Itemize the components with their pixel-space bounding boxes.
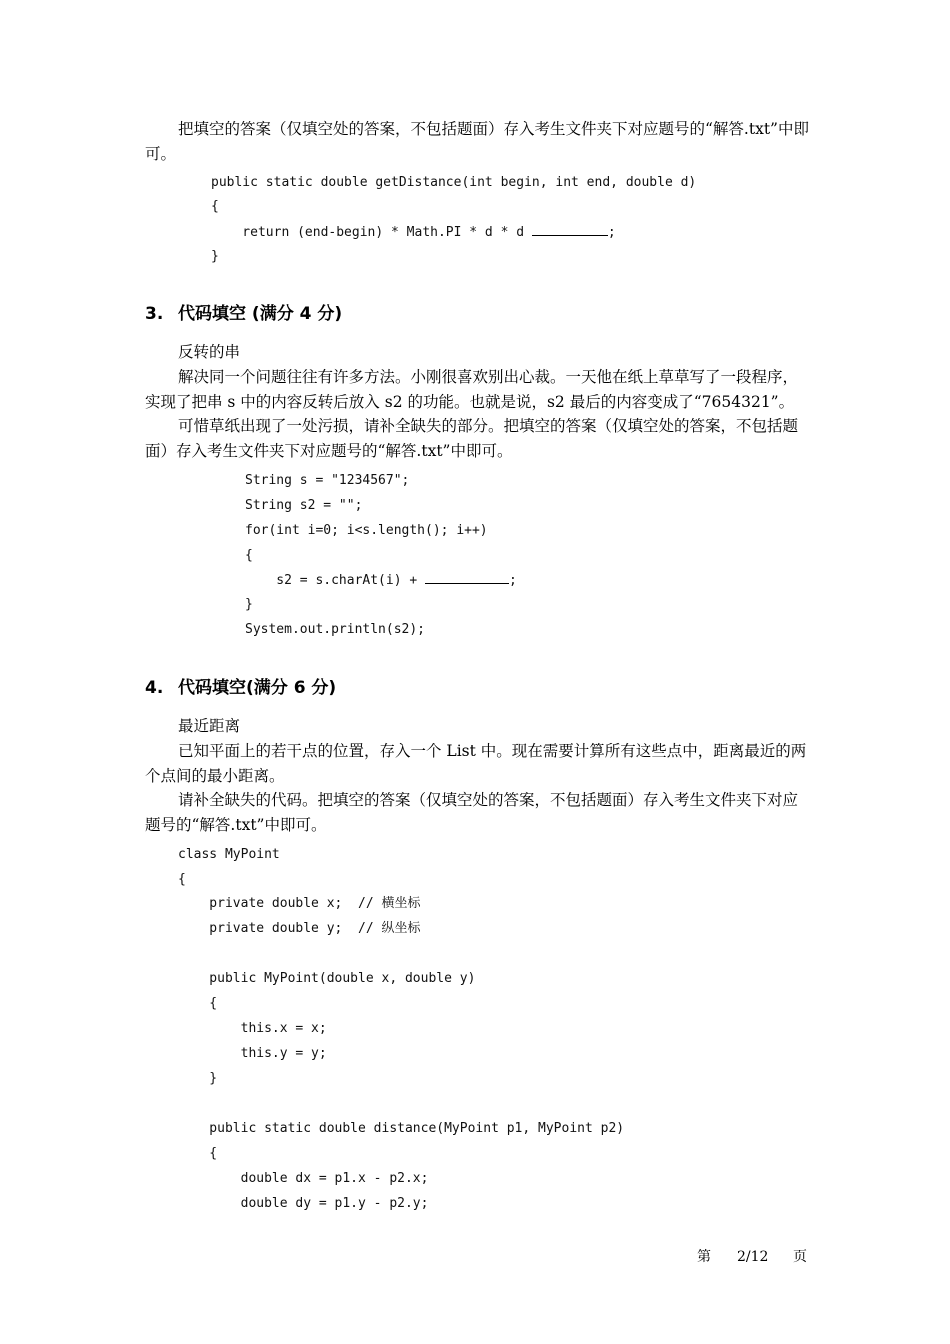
code-line: String s = "1234567"; — [245, 473, 410, 488]
section-4-paragraph-2: 请补全缺失的代码。把填空的答案（仅填空处的答案，不包括题面）存入考生文件夹下对应题号的“解答.txt”中即可。 — [145, 791, 799, 834]
code-line — [178, 895, 421, 913]
code-line: String s2 = ""; — [245, 498, 363, 513]
code-line — [178, 920, 421, 938]
fill-in-blank — [425, 571, 509, 584]
code-line: { — [178, 1146, 218, 1161]
code-line: { — [178, 872, 186, 887]
code-line: double dx = p1.x - p2.x; — [178, 1171, 429, 1186]
code-line — [211, 223, 616, 242]
code-line — [245, 571, 517, 590]
fill-in-blank — [532, 223, 608, 236]
code-line: { — [245, 548, 253, 563]
page-number: 2/12 — [737, 1249, 769, 1265]
section-4-subtitle: 最近距离 — [178, 717, 241, 735]
section-number: 3. — [145, 304, 164, 324]
code-line: this.y = y; — [178, 1046, 327, 1061]
code-line: public static double distance(MyPoint p1, MyPoint p2) — [178, 1121, 625, 1136]
section-3-heading — [145, 303, 342, 325]
code-line: { — [211, 199, 219, 214]
code-text: ; — [509, 573, 517, 588]
code-line: } — [178, 1071, 218, 1086]
code-line: class MyPoint — [178, 847, 280, 862]
code-line: double dy = p1.y - p2.y; — [178, 1196, 429, 1211]
code-text: private double y; // — [178, 921, 382, 936]
code-text: return (end-begin) * Math.PI * d * d — [211, 225, 532, 240]
intro-paragraph: 把填空的答案（仅填空处的答案，不包括题面）存入考生文件夹下对应题号的“解答.txt”中即可。 — [145, 120, 809, 163]
code-line: { — [178, 996, 218, 1011]
section-title: 代码填空(满分 6 分) — [178, 678, 337, 698]
code-line: this.x = x; — [178, 1021, 327, 1036]
section-3-subtitle: 反转的串 — [178, 343, 241, 361]
page-footer-suffix: 页 — [793, 1249, 807, 1265]
section-3-paragraph-1: 解决同一个问题往往有许多方法。小刚很喜欢别出心裁。一天他在纸上草草写了一段程序，实现了把串 s 中的内容反转后放入 s2 的功能。也就是说，s2 最后的内容变成了“7654321”。 — [145, 368, 799, 411]
code-comment: 纵坐标 — [381, 921, 421, 936]
code-line: } — [245, 597, 253, 612]
page-footer-prefix: 第 — [697, 1249, 711, 1265]
section-title: 代码填空 (满分 4 分) — [178, 304, 343, 324]
section-3-paragraph-2: 可惜草纸出现了一处污损，请补全缺失的部分。把填空的答案（仅填空处的答案，不包括题面）存入考生文件夹下对应题号的“解答.txt”中即可。 — [145, 417, 799, 460]
code-text: ; — [607, 225, 616, 240]
code-line: public static double getDistance(int begin, int end, double d) — [211, 175, 697, 190]
section-4-paragraph-1: 已知平面上的若干点的位置，存入一个 List 中。现在需要计算所有这些点中，距离最近的两个点间的最小距离。 — [145, 742, 807, 785]
code-comment: 横坐标 — [381, 896, 421, 911]
code-text: s2 = s.charAt(i) + — [245, 573, 426, 588]
code-line: } — [211, 249, 219, 264]
code-text: private double x; // — [178, 896, 382, 911]
section-number: 4. — [145, 678, 164, 698]
code-line: System.out.println(s2); — [245, 622, 426, 637]
code-line: for(int i=0; i<s.length(); i++) — [245, 523, 488, 538]
code-line: public MyPoint(double x, double y) — [178, 971, 476, 986]
section-4-heading — [145, 677, 336, 699]
